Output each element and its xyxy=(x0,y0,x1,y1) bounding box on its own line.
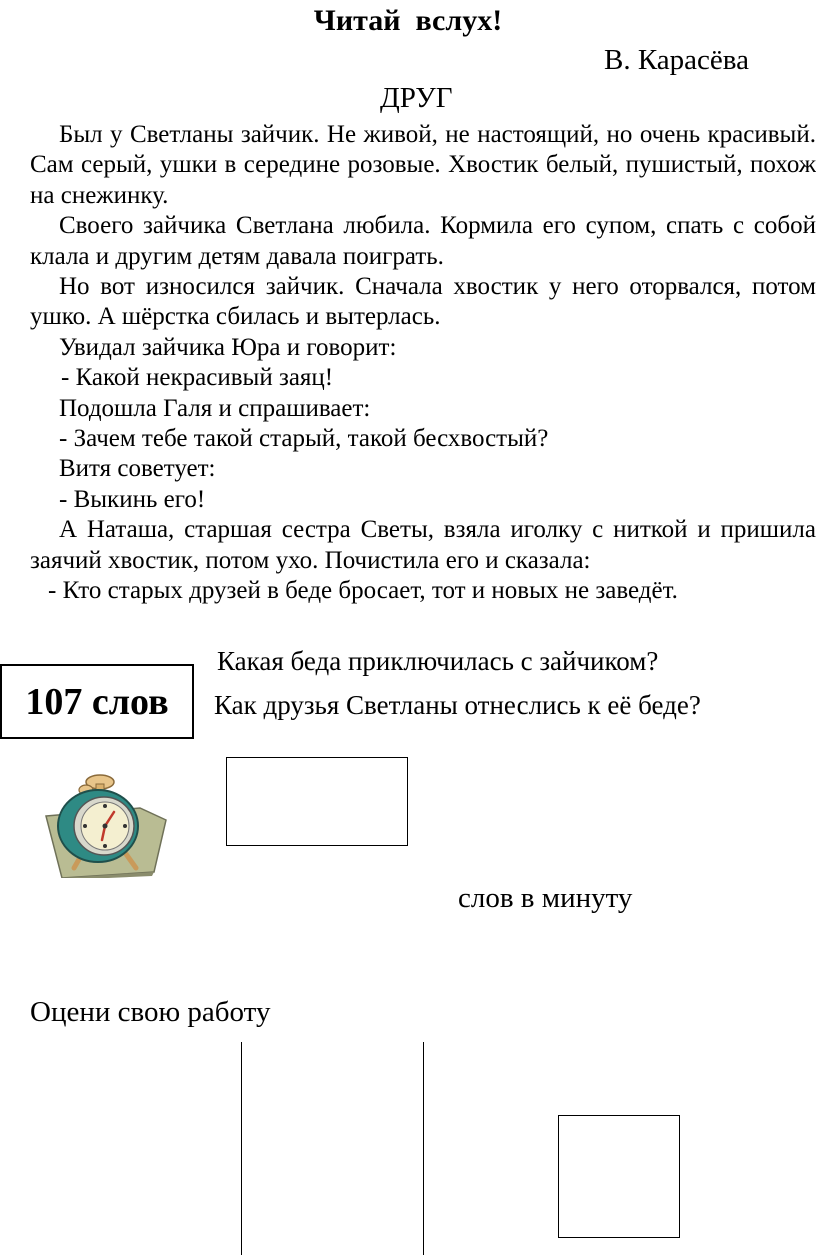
story-paragraph: А Наташа, старшая сестра Светы, взяла иголку с ниткой и пришила заячий хвостик, потом ухо. Почистила его и сказала: xyxy=(30,516,816,574)
divider-line xyxy=(241,1042,242,1255)
alarm-clock-icon xyxy=(42,768,172,878)
story-paragraph: - Кто старых друзей в беде бросает, тот и новых не заведёт. xyxy=(48,577,678,605)
answer-box[interactable] xyxy=(226,757,408,846)
story-paragraph: - Какой некрасивый заяц! xyxy=(61,364,334,392)
story-paragraph: Подошла Галя и спрашивает: xyxy=(59,394,371,422)
question-2: Как друзья Светланы отнеслись к её беде? xyxy=(214,690,701,720)
question-1: Какая беда приключилась с зайчиком? xyxy=(217,646,659,676)
story-paragraph: Увидал зайчика Юра и говорит: xyxy=(59,333,397,361)
grade-box[interactable] xyxy=(558,1115,680,1238)
reading-speed-label: слов в минуту xyxy=(458,882,633,914)
story-text xyxy=(30,120,816,607)
word-count-box: 107 слов xyxy=(0,664,194,739)
story-paragraph: - Зачем тебе такой старый, такой бесхвостый? xyxy=(59,425,549,453)
story-paragraph: - Выкинь его! xyxy=(59,485,206,513)
story-title: ДРУГ xyxy=(380,82,453,114)
divider-line xyxy=(423,1042,424,1255)
story-paragraph: Был у Светланы зайчик. Не живой, не настоящий, но очень красивый. Сам серый, ушки в середине розовые. Хвостик белый, пушистый, похож на снежинку. xyxy=(30,121,816,209)
story-paragraph: Витя советует: xyxy=(59,455,216,483)
story-paragraph: Своего зайчика Светлана любила. Кормила его супом, спать с собой клала и другим детям давала поиграть. xyxy=(30,212,816,270)
story-author: В. Карасёва xyxy=(604,44,749,76)
story-paragraph: Но вот износился зайчик. Сначала хвостик у него оторвался, потом ушко. А шёрстка сбилась и вытерлась. xyxy=(30,273,816,331)
page-heading: Читай вслух! xyxy=(313,4,503,37)
self-assessment-label: Оцени свою работу xyxy=(30,996,271,1028)
